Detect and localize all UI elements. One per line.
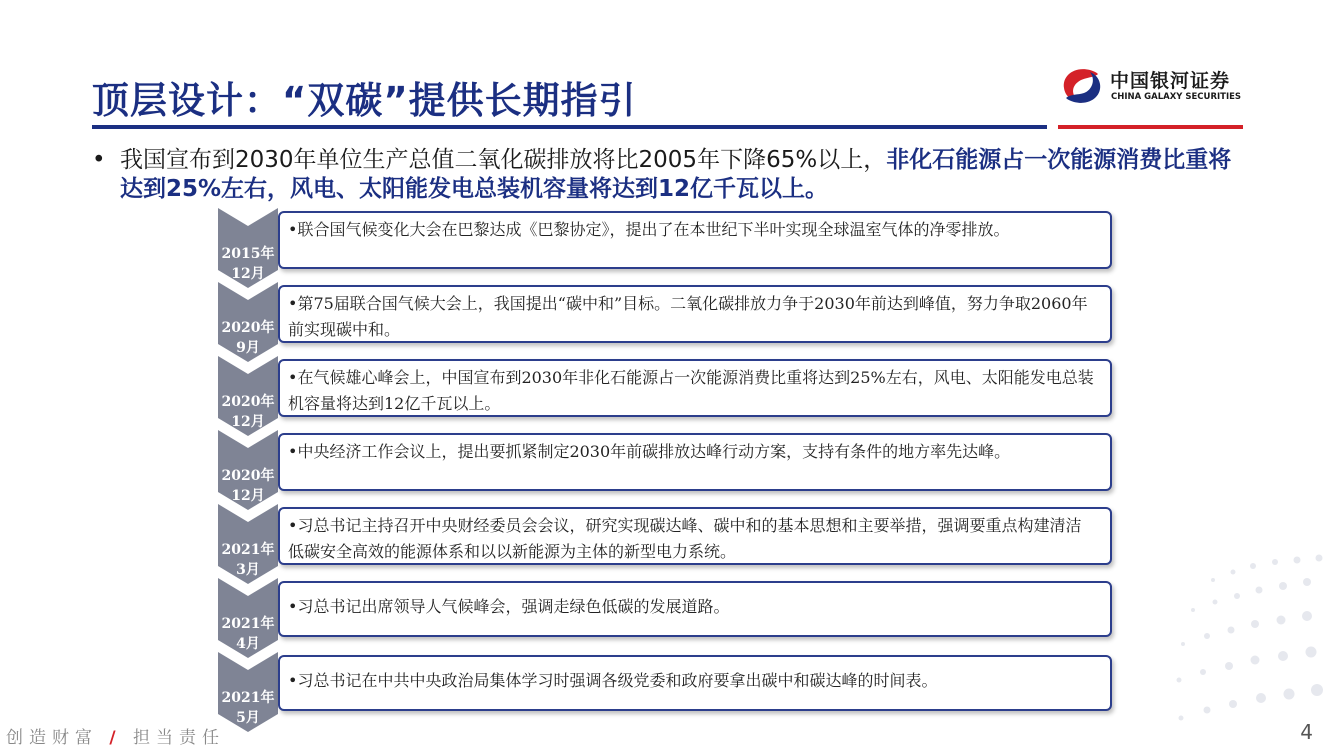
logo-english-name: CHINA GALAXY SECURITIES <box>1111 92 1242 102</box>
timeline-date <box>218 466 278 506</box>
timeline-event-box: •中央经济工作会议上，提出要抓紧制定2030年前碳排放达峰行动方案，支持有条件的地方率先达峰。 <box>278 433 1112 491</box>
timeline-date-year: 2020年 <box>221 468 275 484</box>
page-title: 顶层设计：“双碳”提供长期指引 <box>92 79 637 122</box>
footer-slogan <box>6 723 225 748</box>
timeline-date-year: 2021年 <box>221 690 275 706</box>
timeline-date-year: 2021年 <box>221 542 275 558</box>
timeline-date-month: 9月 <box>236 340 260 356</box>
page-number: 4 <box>1300 720 1313 744</box>
summary-plain-text: 我国宣布到2030年单位生产总值二氧化碳排放将比2005年下降65%以上， <box>120 147 887 173</box>
decorative-dot-pattern <box>1013 550 1333 750</box>
timeline-date-month: 3月 <box>236 562 260 578</box>
timeline-date-year: 2015年 <box>221 246 275 262</box>
timeline-date <box>218 392 278 432</box>
timeline-date-month: 12月 <box>231 414 265 430</box>
timeline-date-year: 2020年 <box>221 394 275 410</box>
timeline-date-year: 2020年 <box>221 320 275 336</box>
timeline-date <box>218 688 278 728</box>
timeline-date <box>218 540 278 580</box>
slogan-right: 担当责任 <box>133 728 226 748</box>
timeline-event-box: •习总书记主持召开中央财经委员会会议，研究实现碳达峰、碳中和的基本思想和主要举措，强调要重点构建清洁低碳安全高效的能源体系和以以新能源为主体的新型电力系统。 <box>278 507 1112 565</box>
timeline-event-box: •第75届联合国气候大会上，我国提出“碳中和”目标。二氧化碳排放力争于2030年前达到峰值，努力争取2060年前实现碳中和。 <box>278 285 1112 343</box>
timeline-event-box: •联合国气候变化大会在巴黎达成《巴黎协定》，提出了在本世纪下半叶实现全球温室气体的净零排放。 <box>278 211 1112 269</box>
timeline-date-month: 12月 <box>231 266 265 282</box>
slogan-left: 创造财富 <box>6 728 98 748</box>
timeline-date-month: 4月 <box>236 636 260 652</box>
timeline-date-month: 5月 <box>236 710 260 726</box>
timeline-event-box: •在气候雄心峰会上，中国宣布到2030年非化石能源占一次能源消费比重将达到25%左右，风电、太阳能发电总装机容量将达到12亿千瓦以上。 <box>278 359 1112 417</box>
bullet-marker: • <box>92 147 106 173</box>
slogan-separator: / <box>109 728 122 748</box>
timeline-date-year: 2021年 <box>221 616 275 632</box>
summary-highlight-text: 非化石能源占一次能源消费比重将达到25%左右，风电、太阳能发电总装机容量将达到12亿千瓦以上。 <box>120 147 1232 202</box>
timeline-date <box>218 614 278 654</box>
timeline-date-month: 12月 <box>231 488 265 504</box>
timeline-event-box: •习总书记在中共中央政治局集体学习时强调各级党委和政府要拿出碳中和碳达峰的时间表。 <box>278 655 1112 711</box>
timeline-date <box>218 318 278 358</box>
logo-chinese-name: 中国银河证券 <box>1110 70 1231 92</box>
timeline-date <box>218 244 278 284</box>
timeline-event-box: •习总书记出席领导人气候峰会，强调走绿色低碳的发展道路。 <box>278 581 1112 637</box>
